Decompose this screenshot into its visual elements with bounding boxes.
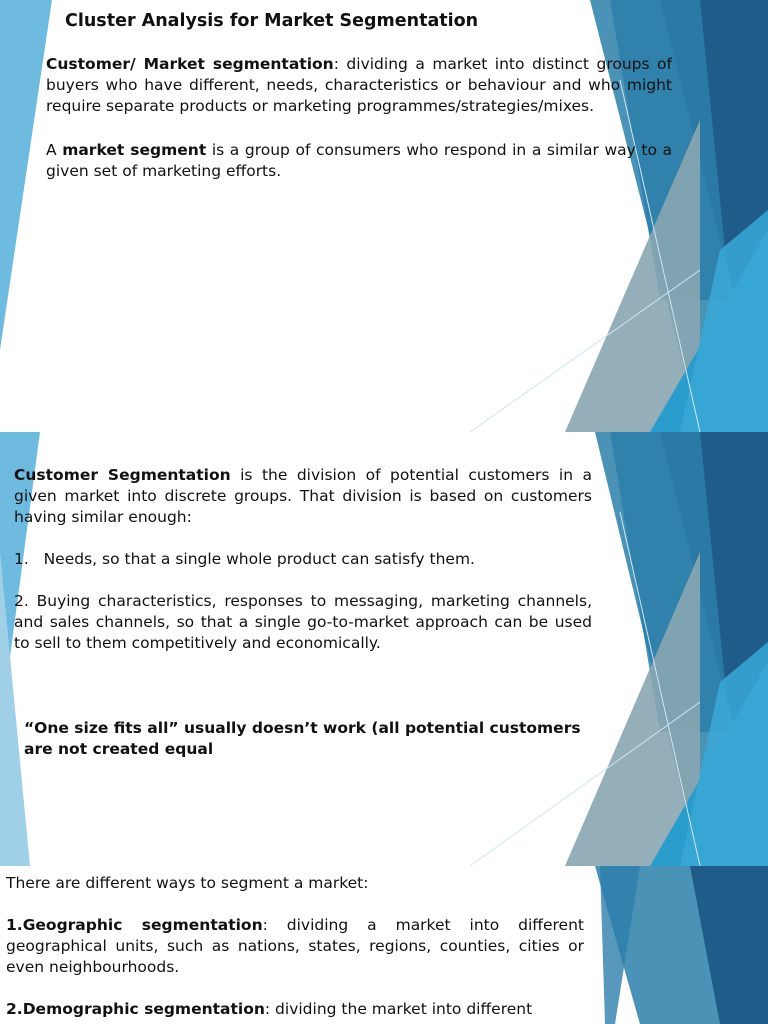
geographic-item — [6, 915, 584, 978]
segmentation-definition — [14, 465, 592, 528]
demographic-text: : dividing the market into different — [264, 1000, 533, 1018]
segmentation-text-block — [14, 465, 592, 654]
left-accent-triangle — [0, 0, 52, 350]
segment-prefix: A — [46, 141, 63, 159]
term-demographic-segmentation: Demographic segmentation — [22, 1000, 265, 1018]
ways-intro: There are different ways to segment a market: — [6, 874, 369, 892]
term-geographic-segmentation: Geographic segmentation — [22, 916, 263, 934]
geographic-number: 1. — [6, 916, 23, 934]
segment-paragraph — [46, 140, 672, 182]
slide-3 — [0, 866, 768, 1024]
page-title: Cluster Analysis for Market Segmentation — [65, 11, 479, 31]
slide-1 — [0, 0, 768, 432]
segmentation-ways-block — [6, 873, 584, 1020]
term-customer-segmentation: Customer Segmentation — [14, 466, 231, 484]
demographic-number: 2. — [6, 1000, 23, 1018]
one-size-quote: “One size fits all” usually doesn’t work (all potential customers are not created equal — [24, 719, 581, 758]
segmentation-definition-text: is the division of potential customers in a given market into discrete groups. That division is based on customers having similar enough: — [14, 466, 592, 526]
slide-2 — [0, 432, 768, 866]
segment-text: is a group of consumers who respond in a similar way to a given set of marketing efforts. — [46, 141, 673, 180]
demographic-item — [6, 999, 584, 1020]
term-market-segmentation: Customer/ Market segmentation — [46, 55, 334, 73]
list-item-buying: 2. Buying characteristics, responses to messaging, marketing channels, and sales channels, so that a single go-to-market approach can be used to sell to them competitively and economically. — [14, 592, 592, 652]
term-market-segment: market segment — [62, 141, 207, 159]
list-item-needs: 1. Needs, so that a single whole product can satisfy them. — [14, 550, 475, 568]
definition-paragraph — [46, 54, 672, 117]
geographic-text: : dividing a market into different geographical units, such as nations, states, regions, counties, cities or even neighbourhoods. — [6, 916, 584, 976]
definition-text: : dividing a market into distinct groups of buyers who have different, needs, characteristics or behaviour and who might require separate products or marketing programmes/strategies/mixes. — [46, 55, 672, 115]
